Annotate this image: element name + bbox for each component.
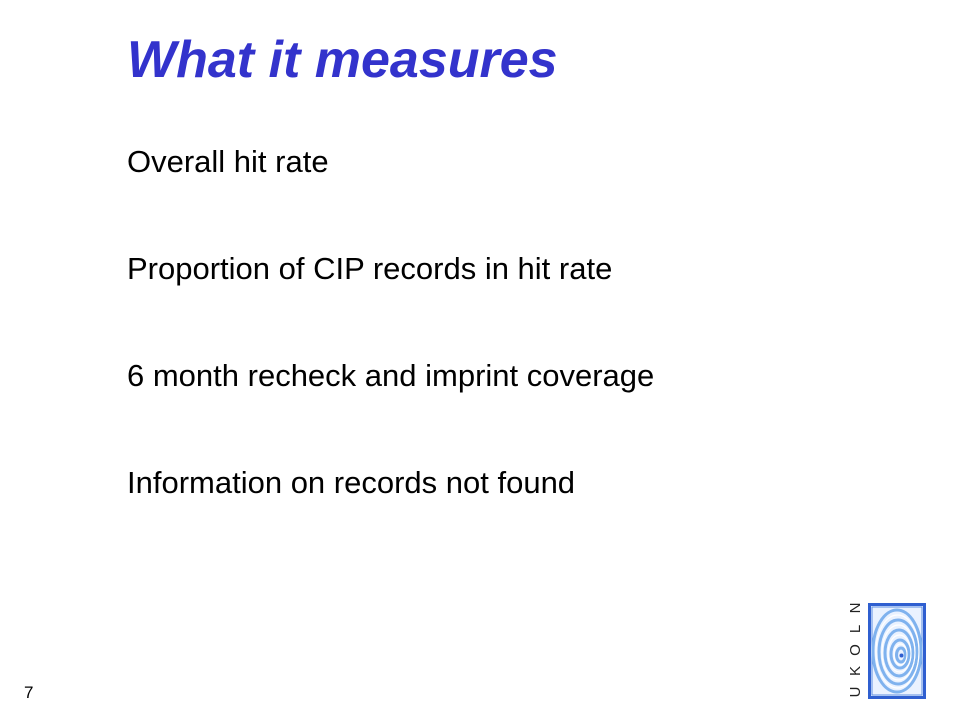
logo-letter: O	[847, 644, 864, 656]
bullet-item: Proportion of CIP records in hit rate	[127, 251, 613, 286]
logo-letter: L	[847, 624, 864, 634]
page-number: 7	[24, 683, 34, 702]
ukoln-spiral-logo-icon	[868, 603, 926, 699]
bullet-item: 6 month recheck and imprint coverage	[127, 358, 655, 393]
logo-letter: N	[847, 602, 864, 614]
logo-letter: U	[847, 686, 864, 698]
slide-title: What it measures	[127, 31, 558, 89]
logo-letter: K	[847, 666, 864, 677]
bullet-item: Overall hit rate	[127, 144, 329, 179]
ukoln-logo-text	[845, 598, 867, 704]
bullet-item: Information on records not found	[127, 465, 576, 500]
